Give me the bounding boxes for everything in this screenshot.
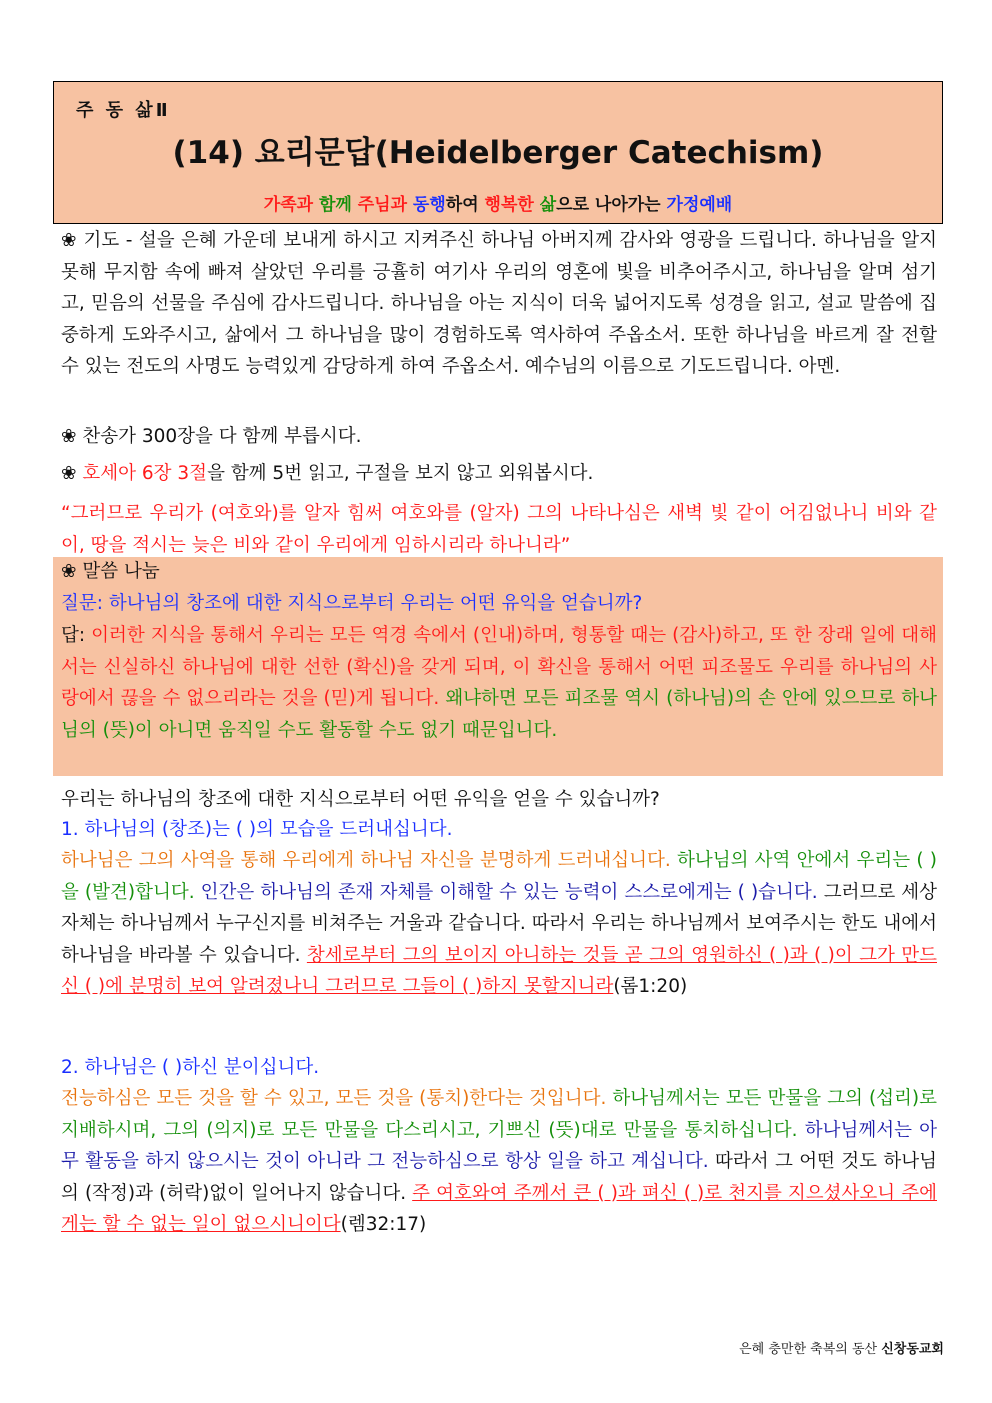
point2-heading: 2. 하나님은 ( )하신 분이십니다. [61,1057,320,1078]
memory-verse-line [61,459,937,489]
flower-icon: ❀ [61,463,83,484]
text-segment: 으로 나아가는 [556,195,667,215]
memory-verse-text: 을 함께 5번 읽고, 구절을 보지 않고 외워봅시다. [207,463,594,484]
footer [739,1338,944,1357]
text-segment: 따라서 그 어떤 것도 하나님의 (작정)과 (허락)없이 일어나지 않습니다. [61,1151,937,1204]
sharing-label: ❀ 말씀 나눔 [61,561,160,582]
header-box [53,81,943,224]
study-question: 우리는 하나님의 창조에 대한 지식으로부터 어떤 유익을 얻을 수 있습니까? [61,789,660,810]
text-segment: 답: [61,625,92,646]
prayer-paragraph: ❀ 기도 - 설을 은혜 가운데 보내게 하시고 지켜주신 하나님 아버지께 감사와 영광을 드립니다. 하나님을 알지 못해 무지함 속에 빠져 살았던 우리를 긍휼히 여기사 우리의 영혼에 빛을 비추어주시고, 하나님을 알며 섬기고, 믿음의 선물을 주심에 감사드립니다. 하나님을 아는 지식이 더욱 넓어지도록 성경을 읽고, 설교 말씀에 집중하게 도와주시고, 삶에서 그 하나님을 많이 경험하도록 역사하여 주옵소서. 또한 하나님을 바르게 잘 전할 수 있는 전도의 사명도 능력있게 감당하게 하여 주옵소서. 예수님의 이름으로 기도드립니다. 아멘. [61,230,937,377]
text-segment: 하나님은 그의 사역을 통해 우리에게 하나님 자신을 분명하게 드러내십니다. [61,850,677,871]
sharing-answer [61,620,937,746]
footer-text: 은혜 충만한 축복의 동산 [739,1342,882,1357]
verse-quote: “그러므로 우리가 (여호와)를 알자 힘써 여호와를 (알자) 그의 나타나심은 새벽 빛 같이 어김없나니 비와 같이, 땅을 적시는 늦은 비와 같이 우리에게 임하시리라 하나니라” [61,503,937,556]
text-segment: 가정예배 [666,195,733,215]
text-segment: 인간은 하나님의 존재 자체를 이해할 수 있는 능력이 스스로에게는 ( )습니다. [200,881,824,903]
point1-body [61,845,937,1003]
point2-body [61,1083,937,1241]
memory-verse-ref: 호세아 6장 3절 [82,463,208,484]
text-segment: 이러한 지식을 통해서 우리는 모든 역경 속에서 (인내)하며, 형통할 때는 (감사)하고, 또 한 장래 일에 대해서는 신실하신 하나님에 대한 선한 (확신)을 갖게 되며, 이 확신을 통해서 어떤 피조물도 우리를 하나님의 사랑에서 끊을 수 없으리라는 것을 (믿)게 됩니다. [61,625,937,709]
text-segment: 전능하심은 모든 것을 할 수 있고, 모든 것을 (통치)한다는 것입니다. [61,1088,613,1109]
page-title: (14) 요리문답(Heidelberger Catechism) [172,135,824,171]
church-name: 신창동교회 [881,1342,944,1357]
text-segment: 하나님의 사역 안에서 우리는 ( )을 (발견)합니다. [61,850,938,903]
text-segment: 동행 [412,195,446,215]
text-segment: 함께 [318,195,358,215]
text-segment: 하여 [445,195,485,215]
text-segment: 행복한 [484,195,540,215]
text-segment: 가족과 [263,195,319,215]
sharing-question: 질문: 하나님의 창조에 대한 지식으로부터 우리는 어떤 유익을 얻습니까? [61,593,643,614]
hymn-line: ❀ 찬송가 300장을 다 함께 부릅시다. [61,426,362,447]
text-segment: 주님과 [357,195,413,215]
text-segment: 하나님께서는 모든 만물을 그의 (섭리)로 지배하시며, 그의 (의지)로 모든 만물을 다스리시고, 기쁘신 (뜻)대로 만물을 통치하십니다. [61,1088,937,1141]
series-label: 주 동 삶Ⅱ [76,100,171,121]
point1-heading: 1. 하나님의 (창조)는 ( )의 모습을 드러내십니다. [61,819,453,840]
text-segment: 왜냐하면 모든 피조물 역시 (하나님)의 손 안에 있으므로 하나님의 (뜻)이 아니면 움직일 수도 활동할 수도 없기 때문입니다. [61,688,937,741]
text-segment: 주 여호와여 주께서 큰 ( )과 펴신 ( )로 천지를 지으셨사오니 주에게는 할 수 없는 일이 없으시니이다 [61,1182,937,1235]
text-segment: 창세로부터 그의 보이지 아니하는 것들 곧 그의 영원하신 ( )과 ( )이 그가 만드신 ( )에 분명히 보여 알려졌나니 그러므로 그들이 ( )하지 못할지니라 [61,944,937,997]
text-segment: 삶 [539,195,557,215]
text-segment: (렘32:17) [340,1214,427,1235]
page-subtitle [54,190,942,215]
text-segment: (롬1:20) [613,976,688,997]
text-segment: 그러므로 세상 자체는 하나님께서 누구신지를 비쳐주는 거울과 같습니다. 따라서 우리는 하나님께서 보여주시는 한도 내에서 하나님을 바라볼 수 있습니다. [61,881,938,966]
text-segment: 하나님께서는 아무 활동을 하지 않으시는 것이 아니라 그 전능하심으로 항상 일을 하고 계십니다. [61,1119,937,1172]
